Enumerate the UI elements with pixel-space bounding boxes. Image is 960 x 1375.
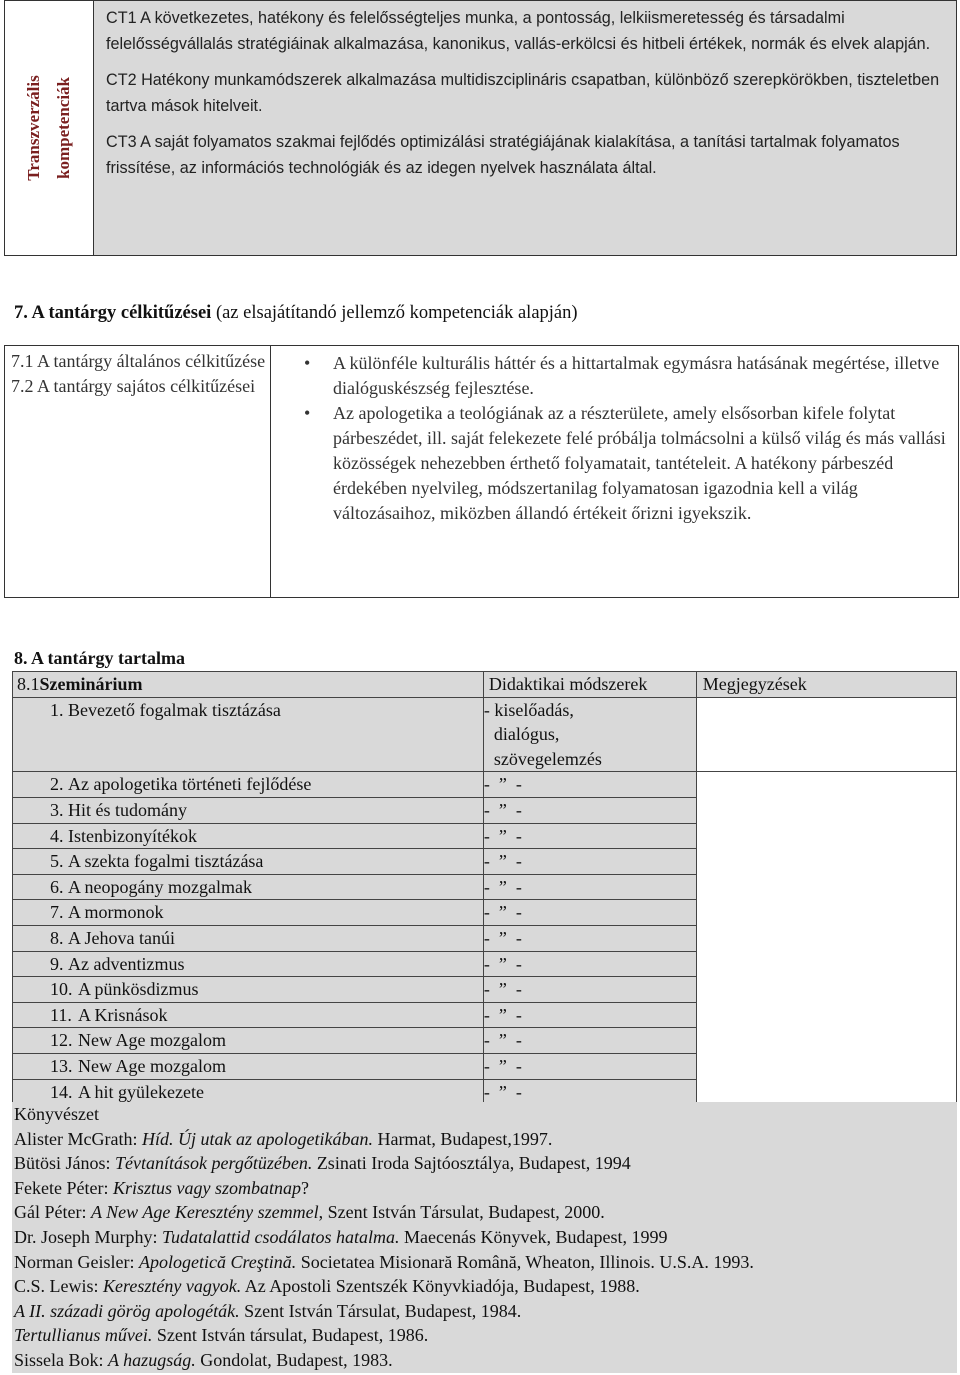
bibliography-entry: Fekete Péter: Krisztus vagy szombatnap?	[14, 1177, 309, 1198]
bibliography-entry: Gál Péter: A New Age Keresztény szemmel, Szent István Társulat, Budapest, 2000.	[14, 1202, 605, 1223]
bibliography-entry: Sissela Bok: A hazugság. Gondolat, Budapest, 1983.	[14, 1349, 393, 1370]
bibliography-entry: Bütösi János: Tévtanítások pergőtüzében. Zsinati Iroda Sajtóosztálya, Budapest, 1994	[14, 1153, 631, 1174]
row-title: A hit gyülekezete	[78, 1081, 204, 1102]
table-row	[13, 849, 957, 875]
table-row	[13, 797, 957, 823]
row-title: Az apologetika történeti fejlődése	[68, 774, 312, 795]
objective-bullet: • A különféle kulturális háttér és a hittartalmak egymásra hatásának megértése, illetve dialóguskészség fejlesztése.	[333, 351, 948, 401]
ditto-mark: - ” -	[483, 925, 696, 951]
bibliography-entry: Dr. Joseph Murphy: Tudatalattid csodálatos hatalma. Maecenás Könyvek, Budapest, 1999	[14, 1226, 668, 1247]
objectives-list	[271, 351, 948, 526]
specific-objective-label: 7.2 A tantárgy sajátos célkitűzései	[11, 376, 256, 396]
bibliography-entry: Tertullianus művei. Szent István társulat, Budapest, 1986.	[14, 1325, 429, 1346]
ditto-mark: - ” -	[483, 900, 696, 926]
table-row	[13, 951, 957, 977]
table-row	[13, 900, 957, 926]
method-line: - kiselőadás,	[483, 699, 574, 720]
transversal-competences-table	[4, 0, 957, 256]
objectives-content	[271, 346, 958, 597]
section7-heading-rest: (az elsajátítandó jellemző kompetenciák alapján)	[211, 303, 578, 323]
method-line: dialógus,	[493, 724, 560, 745]
section7-heading	[14, 303, 578, 324]
ditto-mark: - ” -	[483, 1002, 696, 1028]
row-title: A Krisnások	[78, 1004, 168, 1025]
header-seminar-prefix: 8.1	[17, 674, 40, 694]
objectives-labels	[5, 346, 271, 597]
side-label-line1: Transzverzális	[24, 75, 43, 181]
section8-heading: 8. A tantárgy tartalma	[14, 648, 185, 668]
ditto-mark: - ” -	[483, 1079, 696, 1105]
row-title: A mormonok	[68, 902, 164, 923]
row-number: 7.	[50, 902, 64, 923]
transversal-side-label	[5, 1, 94, 255]
ct3-text: CT3 A saját folyamatos szakmai fejlődés optimizálási stratégiájának kialakítása, a tanítási tartalmak folyamatos frissítése, az információs technológiák és az idegen nyelvek használata által.	[106, 133, 900, 177]
table-row	[13, 1079, 957, 1105]
row-number: 1.	[50, 699, 64, 720]
table-row	[13, 823, 957, 849]
table-row	[13, 772, 957, 798]
row-title: Bevezető fogalmak tisztázása	[68, 699, 281, 720]
ditto-mark: - ” -	[483, 874, 696, 900]
row-number: 3.	[50, 799, 64, 820]
bibliography-entry: Norman Geisler: Apologetică Creştină. Societatea Misionară Română, Wheaton, Illinois. U.S.A. 1993.	[14, 1251, 754, 1272]
ct2-text: CT2 Hatékony munkamódszerek alkalmazása multidiszciplináris csapatban, különböző szerepkörökben, tiszteletben tartva mások hitelveit.	[106, 71, 940, 115]
ditto-mark: - ” -	[483, 977, 696, 1003]
table-row	[13, 1053, 957, 1079]
section7-heading-bold: 7. A tantárgy célkitűzései	[14, 303, 212, 323]
header-methods: Didaktikai módszerek	[483, 672, 696, 698]
table-row	[13, 1028, 957, 1054]
row-title: Az adventizmus	[68, 953, 185, 974]
ditto-mark: - ” -	[483, 772, 696, 798]
row-title: Hit és tudomány	[68, 799, 187, 820]
side-label-line2: kompetenciák	[54, 77, 73, 179]
ditto-mark: - ” -	[483, 797, 696, 823]
transversal-competences-body	[94, 1, 956, 255]
course-content-table	[12, 671, 957, 1105]
header-seminar-bold: Szeminárium	[39, 674, 143, 694]
bibliography-entry: A II. századi görög apologéták. Szent István Társulat, Budapest, 1984.	[14, 1300, 522, 1321]
row-title: Istenbizonyítékok	[68, 825, 197, 846]
bibliography-entry: Alister McGrath: Híd. Új utak az apologetikában. Harmat, Budapest,1997.	[14, 1128, 553, 1149]
row-title: A pünkösdizmus	[78, 979, 199, 1000]
row-number: 14.	[50, 1081, 73, 1102]
objective-bullet: • Az apologetika a teológiának az a részterülete, amely elsősorban kifele folytat párbeszédet, ill. saját felekezete felé próbálja tolmácsolni a külső világ és más vallási közösségek nehezebben érthető folyamatait, tantételeit. A hatékony párbeszéd érdekében nyelvileg, módszertanilag folyamatosan igazodnia kell a világ változásaihoz, miközben állandó értékeit őrizni igyekszik.	[333, 401, 948, 526]
row-number: 4.	[50, 825, 64, 846]
row-number: 11.	[50, 1004, 72, 1025]
table-header-row	[13, 672, 957, 698]
table-row	[13, 874, 957, 900]
header-seminar	[13, 672, 484, 698]
notes-cell	[696, 697, 956, 772]
bibliography-heading: Könyvészet	[14, 1104, 99, 1124]
ditto-mark: - ” -	[483, 823, 696, 849]
ditto-mark: - ” -	[483, 1028, 696, 1054]
ditto-mark: - ” -	[483, 1053, 696, 1079]
row-title: New Age mozgalom	[78, 1055, 226, 1076]
row-number: 6.	[50, 876, 64, 897]
row-title: A Jehova tanúi	[68, 927, 175, 948]
row-number: 5.	[50, 851, 64, 872]
row-title: A neopogány mozgalmak	[68, 876, 252, 897]
row-number: 2.	[50, 774, 64, 795]
header-notes: Megjegyzések	[696, 672, 956, 698]
row-title: New Age mozgalom	[78, 1030, 226, 1051]
row-number: 10.	[50, 979, 73, 1000]
ct1-text: CT1 A következetes, hatékony és felelősségteljes munka, a pontosság, lelkiismeretesség és társadalmi felelősségvállalás stratégiáinak alkalmazása, kanonikus, vallás-erkölcsi és hitbeli értékek, normák és elvek alapján.	[106, 9, 931, 53]
table-row	[13, 1002, 957, 1028]
ditto-mark: - ” -	[483, 849, 696, 875]
bibliography-entry: C.S. Lewis: Keresztény vagyok. Az Apostoli Szentszék Könyvkiadója, Budapest, 1988.	[14, 1276, 640, 1297]
row-number: 12.	[50, 1030, 73, 1051]
general-objective-label: 7.1 A tantárgy általános célkitűzése	[11, 351, 266, 371]
row-number: 8.	[50, 927, 64, 948]
row-number: 13.	[50, 1055, 73, 1076]
method-line: szövegelemzés	[493, 748, 602, 769]
bibliography	[12, 1102, 957, 1373]
ditto-mark: - ” -	[483, 951, 696, 977]
table-row	[13, 697, 957, 772]
objectives-table	[4, 345, 959, 598]
row-number: 9.	[50, 953, 64, 974]
row-title: A szekta fogalmi tisztázása	[68, 851, 264, 872]
table-row	[13, 925, 957, 951]
table-row	[13, 977, 957, 1003]
